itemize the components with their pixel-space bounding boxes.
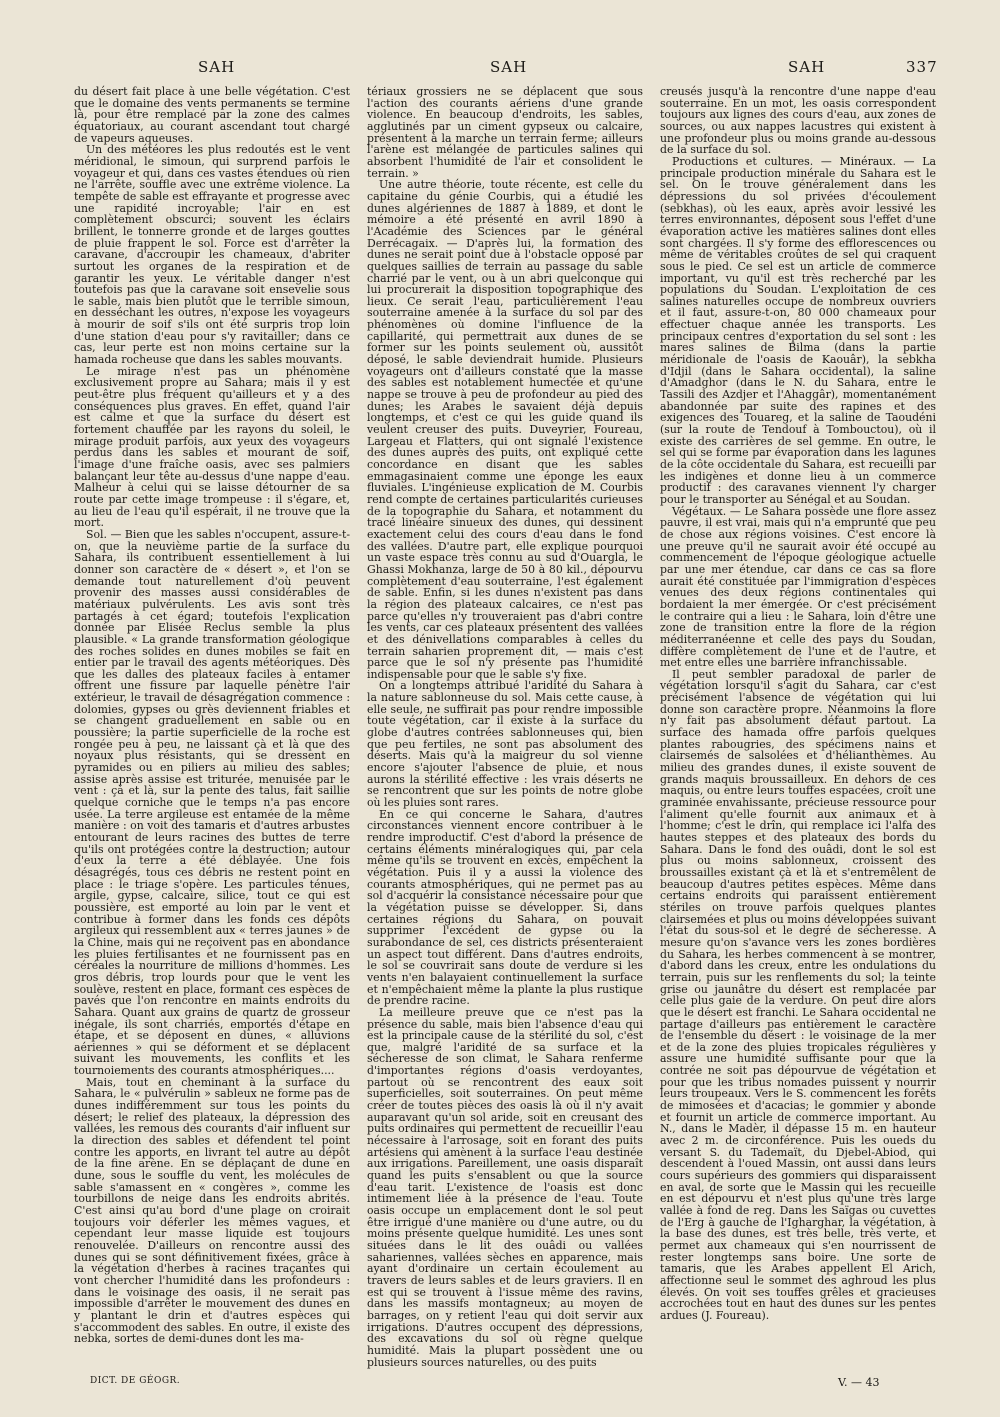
column-2: [367, 85, 643, 1369]
column-3: [660, 86, 936, 1344]
paragraph: Il peut sembler paradoxal de parler de végétation lorsqu'il s'agit du Sahara, car c'est précisément l'absence de végétation qui lui donne son caractère propre. Néanmoins la flore n'y fait pas absolument défaut partout. La surface des hamada offre parfois quelques plantes rabougries, des spécimens nains et clairsemés de salsolées et d'hélianthèmes. Au milieu des grandes dunes, il existe souvent de grands maquis broussailleux. En dehors de ces maquis, ou entre leurs touffes espacées, croît une graminée envahissante, précieuse ressource pour l'aliment qu'elle fournit aux animaux et à l'homme; c'est le drîn, qui remplace ici l'alfa des hautes steppes et des plateaux des bords du Sahara. Dans le fond des ouâdi, dont le sol est plus ou moins sablonneux, croissent des broussailles existant çà et là et s'entremêlent de beaucoup d'autres petites espèces. Même dans certains endroits qui paraissent entièrement stériles on trouve parfois quelques plantes clairsemées et plus ou moins développées suivant l'état du sous-sol et le degré de sécheresse. A mesure qu'on s'avance vers les zones bordières du Sahara, les herbes commencent à se montrer, d'abord dans les creux, entre les ondulations du terrain, puis sur les renflements du sol; la teinte grise ou jaunâtre du désert est remplacée par celle plus gaie de la verdure. On peut dire alors que le désert est franchi. Le Sahara occidental ne partage d'ailleurs pas entièrement le caractère de l'ensemble du désert : le voisinage de la mer et de la zone des pluies tropicales régulières y assure une humidité suffisante pour que la contrée ne soit pas dépourvue de végétation et pour que les tribus nomades puissent y nourrir leurs troupeaux. Vers le S. commencent les forêts de mimosées et d'acacias; le gommier y abonde et fournit un article de commerce important. Au N., dans le Madèr, il dépasse 15 m. en hauteur avec 2 m. de circonférence. Puis les oueds du versant S. du Tademaït, du Djebel-Abiod, qui descendent à l'oued Massin, ont aussi dans leurs cours supérieurs des gommiers qui disparaissent en aval, de sorte que le Massin qui les recueille en est dépourvu et n'est plus qu'une très large vallée à fond de reg. Dans les Saïgas ou cuvettes de l'Erg à gauche de l'Igharghar, la végétation, à la base des dunes, est très belle, très verte, et permet aux chameaux qui s'en nourrissent de rester longtemps sans boire. Une sorte de tamaris, que les Arabes appellent El Arich, affectionne seul le sommet des aghroud les plus élevés. On voit ses touffes grêles et gracieuses accrochées tout en haut des dunes sur les pentes ardues (J. Foureau).: [660, 667, 936, 1322]
footer-signature: V. — 43: [838, 1376, 880, 1389]
text-columns: [74, 85, 936, 1369]
paragraph: On a longtemps attribué l'aridité du Sahara à la nature sablonneuse du sol. Mais cette cause, à elle seule, ne suffirait pas pour rendre impossible toute végétation, car il existe à la surface du globe d'autres contrées sablonneuses qui, bien que peu fertiles, ne sont pas absolument des déserts. Mais qu'à la maigreur du sol vienne encore s'ajouter l'absence de pluie, et nous aurons la stérilité effective : les vrais déserts ne se rencontrent que sur les points de notre globe où les pluies sont rares.: [367, 679, 643, 810]
page-footer: [0, 1376, 1000, 1392]
column-1: [74, 86, 350, 1344]
paragraph: Mais, tout en cheminant à la surface du Sahara, le « pulvérulin » sableux ne forme pas de dunes indifféremment sur tous les points du désert; le relief des plateaux, la dépression des vallées, les remous des courants d'air influent sur la direction des sables et défendent tel point contre les apports, en livrant tel autre au dépôt de la fine arène. En se déplaçant de dune en dune, sous le souffle du vent, les molécules de sable s'amassent en « congères », comme les tourbillons de neige dans les endroits abrités. C'est ainsi qu'au bord d'une plage on croirait toujours voir déferler les mêmes vagues, et cependant leur masse liquide est toujours renouvelée. D'ailleurs on rencontre aussi des dunes qui se sont définitivement fixées, grâce à la végétation d'herbes à racines traçantes qui vont chercher l'humidité dans les profondeurs : dans le voisinage des oasis, il ne serait pas impossible d'arrêter le mouvement des dunes en y plantant le drin et d'autres espèces qui s'accommodent des sables. En outre, il existe des nebka, sortes de demi-dunes dont les ma-: [74, 1075, 350, 1346]
paragraph: La meilleure preuve que ce n'est pas la présence du sable, mais bien l'absence d'eau qui est la principale cause de la stérilité du sol, c'est que, malgré l'aridité de sa surface et la sécheresse de son climat, le Sahara renferme d'importantes régions d'oasis verdoyantes, partout où se rencontrent des eaux soit superficielles, soit souterraines. On peut même créer de toutes pièces des oasis là où il n'y avait auparavant qu'un sol aride, soit en creusant des puits ordinaires qui permettent de recueillir l'eau nécessaire à l'arrosage, soit en forant des puits artésiens qui amènent à la surface l'eau destinée aux irrigations. Pareillement, une oasis disparaît quand les puits s'ensablent ou que la source d'eau tarit. L'existence de l'oasis est donc intimement liée à la présence de l'eau. Toute oasis occupe un emplacement dont le sol peut être irrigué d'une manière ou d'une autre, ou du moins présente quelque humidité. Les unes sont situées dans le lit des ouâdi ou vallées sahariennes, vallées sèches en apparence, mais ayant d'ordinaire un certain écoulement au travers de leurs sables et de leurs graviers. Il en est qui se trouvent à l'issue même des ravins, dans les massifs montagneux; au moyen de barrages, on y retient l'eau qui doit servir aux irrigations. D'autres occupent des dépressions, des excavations du sol où règne quelque humidité. Mais la plupart possèdent une ou plusieurs sources naturelles, ou des puits: [367, 1005, 643, 1369]
footer-dictionary-title: DICT. DE GÉOGR.: [90, 1376, 181, 1386]
running-head: [0, 58, 1000, 82]
paragraph: du désert fait place à une belle végétation. C'est que le domaine des vents permanents se termine là, pour être remplacé par la zone des calmes équatoriaux, au courant ascendant tout chargé de vapeurs aqueuses.: [74, 85, 350, 145]
running-head-right: SAH: [788, 58, 826, 76]
running-head-left: SAH: [198, 58, 236, 76]
paragraph: Une autre théorie, toute récente, est celle du capitaine du génie Courbis, qui a étudié les dunes algériennes de 1887 à 1889, et dont le mémoire a été présenté en avril 1890 à l'Académie des Sciences par le général Derrécagaix. — D'après lui, la formation des dunes ne serait point due à l'obstacle opposé par quelques saillies de terrain au passage du sable charrié par le vent, ou à un abri quelconque qui lui procurerait la disposition topographique des lieux. Ce serait l'eau, particulièrement l'eau souterraine amenée à la surface du sol par des phénomènes où domine l'influence de la capillarité, qui permettrait aux dunes de se former sur les points seulement où, aussitôt déposé, le sable deviendrait humide. Plusieurs voyageurs ont d'ailleurs constaté que la masse des sables est notablement humectée et qu'une nappe se trouve à peu de profondeur au pied des dunes; les Arabes le savaient déjà depuis longtemps, et c'est ce qui les guide quand ils veulent creuser des puits. Duveyrier, Foureau, Largeau et Flatters, qui ont signalé l'existence des dunes auprès des puits, ont expliqué cette concordance en disant que les sables emmagasinaient comme une éponge les eaux fluviales. L'ingénieuse explication de M. Courbis rend compte de certaines particularités curieuses de la topographie du Sahara, et notamment du tracé linéaire sinueux des dunes, qui dessinent exactement celui des cours d'eau dans le fond des vallées. D'autre part, elle explique pourquoi un vaste espace très connu au sud d'Ouargla, le Ghassi Mokhanza, large de 50 à 80 kil., dépourvu complètement d'eau souterraine, l'est également de sable. Enfin, si les dunes n'existent pas dans la région des plateaux calcaires, ce n'est pas parce qu'elles n'y trouveraient pas d'abri contre les vents, car ces plateaux présentent des vallées et des dénivellations comparables à celles du terrain saharien proprement dit, — mais c'est parce que le sol n'y présente pas l'humidité indispensable pour que le sable s'y fixe.: [367, 178, 643, 681]
paragraph: Sol. — Bien que les sables n'occupent, assure-t-on, que la neuvième partie de la surface du Sahara, ils contribuent essentiellement à lui donner son caractère de « désert », et l'on se demande tout naturellement d'où peuvent provenir des masses aussi considérables de matériaux pulvérulents. Les avis sont très partagés à cet égard; toutefois l'explication donnée par Elisée Reclus semble la plus plausible. « La grande transformation géologique des roches solides en dunes mobiles se fait en entier par le travail des agents météoriques. Dès que les dalles des plateaux faciles à entamer offrent une fissure par laquelle pénètre l'air extérieur, le travail de désagrégation commence : dolomies, gypses ou grès deviennent friables et se changent graduellement en sable ou en poussière; la partie superficielle de la roche est rongée peu à peu, ne laissant çà et là que des noyaux plus résistants, qui se dressent en pyramides ou en piliers au milieu des sables; assise après assise est triturée, menuisée par le vent : çà et là, sur la pente des talus, fait saillie quelque corniche que le temps n'a pas encore usée. La terre argileuse est entamée de la même manière : on voit des tamaris et d'autres arbustes entourant de leurs racines des buttes de terre qu'ils ont protégées contre la destruction; autour d'eux la terre a été déblayée. Une fois désagrégés, tous ces débris ne restent point en place : le triage s'opère. Les particules ténues, argile, gypse, calcaire, silice, tout ce qui est poussière, est emporté au loin par le vent et contribue à former dans les fonds ces dépôts argileux qui ressemblent aux « terres jaunes » de la Chine, mais qui ne reçoivent pas en abondance les pluies fertilisantes et ne fournissent pas en céréales la nourriture de millions d'hommes. Les gros débris, trop lourds pour que le vent les soulève, restent en place, formant ces espèces de pavés que l'on rencontre en maints endroits du Sahara. Quant aux grains de quartz de grosseur inégale, ils sont charriés, emportés d'étape en étape, et se déposent en dunes, « alluvions aériennes » qui se déforment et se déplacent suivant les mouvements, les conflits et les tournoiements des courants atmosphériques....: [74, 527, 350, 1078]
running-head-center: SAH: [490, 58, 528, 76]
paragraph: creusés jusqu'à la rencontre d'une nappe d'eau souterraine. En un mot, les oasis correspondent toujours aux lignes des cours d'eau, aux zones de sources, ou aux nappes lacustres qui existent à une profondeur plus ou moins grande au-dessous de la surface du sol.: [660, 85, 936, 157]
paragraph: Le mirage n'est pas un phénomène exclusivement propre au Sahara; mais il y est peut-être plus fréquent qu'ailleurs et y a des conséquences plus graves. En effet, quand l'air est calme et que la surface du désert est fortement chauffée par les rayons du soleil, le mirage produit parfois, aux yeux des voyageurs perdus dans les sables et mourant de soif, l'image d'une fraîche oasis, avec ses palmiers balançant leur tête au-dessus d'une nappe d'eau. Malheur à celui qui se laisse détourner de sa route par cette image trompeuse : il s'égare, et, au lieu de l'eau qu'il espérait, il ne trouve que la mort.: [74, 364, 350, 530]
page-number: 337: [906, 58, 938, 76]
paragraph: tériaux grossiers ne se déplacent que sous l'action des courants aériens d'une grande violence. En beaucoup d'endroits, les sables, agglutinés par un ciment gypseux ou calcaire, présentent à la marche un terrain ferme; ailleurs l'arène est mélangée de particules salines qui absorbent l'humidité de l'air et consolident le terrain. »: [367, 85, 643, 180]
paragraph: En ce qui concerne le Sahara, d'autres circonstances viennent encore contribuer à le rendre improductif. C'est d'abord la présence de certains éléments minéralogiques qui, par cela même qu'ils se trouvent en excès, empêchent la végétation. Puis il y a aussi la violence des courants atmosphériques, qui ne permet pas au sol d'acquérir la consistance nécessaire pour que la végétation puisse se développer. Si, dans certaines régions du Sahara, on pouvait supprimer l'excédent de gypse ou la surabondance de sel, ces districts présenteraient un aspect tout différent. Dans d'autres endroits, le sol se couvrirait sans doute de verdure si les vents n'en balayaient continuellement la surface et n'empêchaient même la plante la plus rustique de prendre racine.: [367, 807, 643, 1008]
paragraph: Productions et cultures. — Minéraux. — La principale production minérale du Sahara est le sel. On le trouve généralement dans les dépressions du sol privées d'écoulement (sebkhas), où les eaux, après avoir lessivé les terres environnantes, déposent sous l'effet d'une évaporation active les matières salines dont elles sont chargées. Il s'y forme des efflorescences ou même de véritables croûtes de sel qui craquent sous le pied. Ce sel est un article de commerce important, vu qu'il est très recherché par les populations du Soudan. L'exploitation de ces salines naturelles occupe de nombreux ouvriers et il faut, assure-t-on, 80 000 chameaux pour effectuer chaque année les transports. Les principaux centres d'exportation du sel sont : les mares salines de Bilma (dans la partie méridionale de l'oasis de Kaouâr), la sebkha d'Idjil (dans le Sahara occidental), la saline d'Amadghor (dans le N. du Sahara, entre le Tassili des Azdjer et l'Ahaggâr), momentanément abandonnée par suite des rapines et des exigences des Touareg, et la saline de Taoudéni (sur la route de Tendouf à Tombouctou), où il existe des carrières de sel gemme. En outre, le sel qui se forme par évaporation dans les lagunes de la côte occidentale du Sahara, est recueilli par les indigènes et donne lieu à un commerce productif : des caravanes viennent l'y charger pour le transporter au Sénégal et au Soudan.: [660, 154, 936, 506]
paragraph: Végétaux. — Le Sahara possède une flore assez pauvre, il est vrai, mais qui n'a emprunté que peu de chose aux régions voisines. C'est encore là une preuve qu'il ne saurait avoir été occupé au commencement de l'époque géologique actuelle par une mer étendue, car dans ce cas sa flore aurait été constituée par l'immigration d'espèces venues des deux régions continentales qui bordaient la mer émergée. Or c'est précisément le contraire qui a lieu : le Sahara, loin d'être une zone de transition entre la flore de la région méditerranéenne et celle des pays du Soudan, diffère complètement de l'une et de l'autre, et met entre elles une barrière infranchissable.: [660, 504, 936, 670]
paragraph: Un des météores les plus redoutés est le vent méridional, le simoun, qui surprend parfois le voyageur et qui, dans ces vastes étendues où rien ne l'arrête, souffle avec une extrême violence. La tempête de sable est effrayante et progresse avec une rapidité incroyable; l'air en est complètement obscurci; souvent les éclairs brillent, le tonnerre gronde et de larges gouttes de pluie frappent le sol. Force est d'arrêter la caravane, d'accroupir les chameaux, d'abriter surtout les organes de la respiration et de garantir les yeux. Le véritable danger n'est toutefois pas que la caravane soit ensevelie sous le sable, mais bien plutôt que le terrible simoun, en desséchant les outres, n'expose les voyageurs à mourir de soif s'ils ont été surpris trop loin d'une station d'eau pour s'y ravitailler; dans ce cas, leur perte est non moins certaine sur la hamada rocheuse que dans les sables mouvants.: [74, 143, 350, 367]
